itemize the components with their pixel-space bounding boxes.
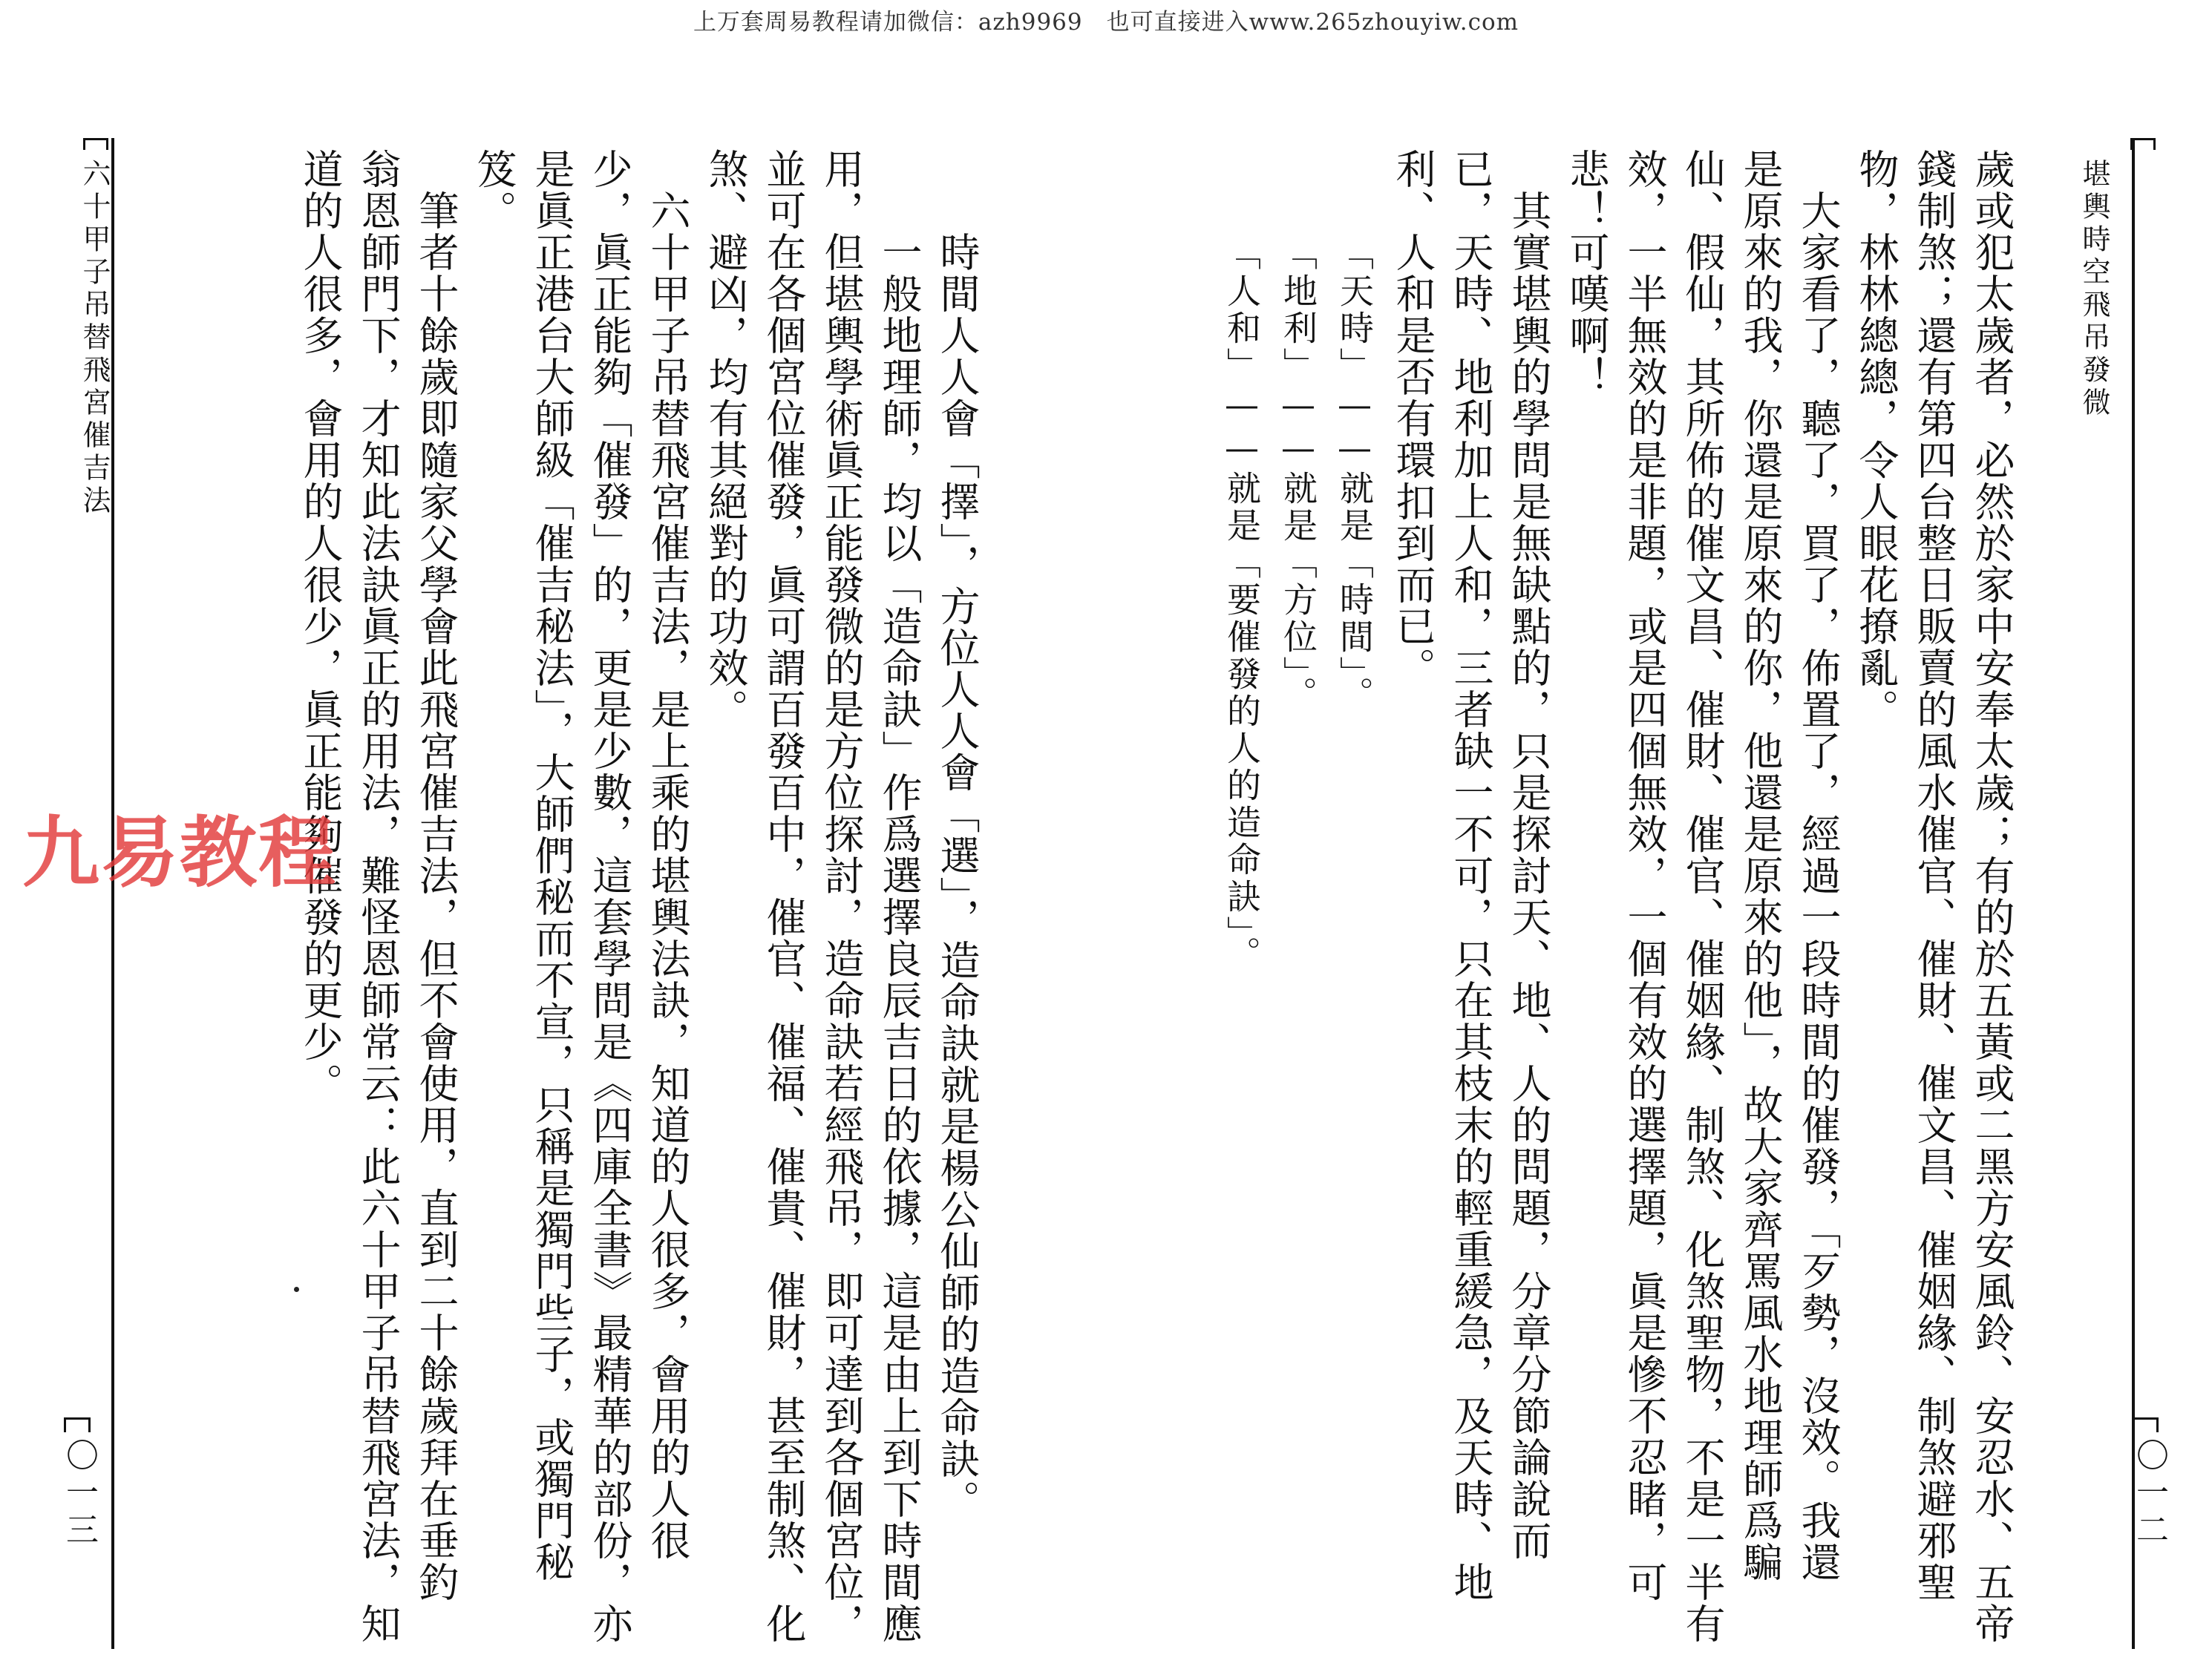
quote-line-1: 「天時」——就是「時間」。 [1335,236,1375,713]
text-column-6: 六十甲子吊替飛宮催吉法，是上乘的堪輿法訣，知道的人很多，會用的人很 [644,148,691,1561]
text-column-5: 煞、避凶，均有其絕對的功效。 [702,148,749,730]
page-number-cap [64,1417,91,1432]
running-title: 六十甲子吊替飛宮催吉法 [78,159,111,518]
text-column-3: 物，林林總總，令人眼花撩亂。 [1853,148,1899,730]
text-column-8: 悲！可嘆啊！ [1563,148,1610,398]
text-column-2: 一般地理師，均以「造命訣」作爲選擇良辰吉日的依據，這是由上到下時間應 [876,232,923,1645]
watermark-logo: 九易教程 [22,807,338,898]
text-column-11: 利、人和是否有環扣到而已。 [1390,148,1436,689]
quote-line-3: 「人和」——就是「要催發的人的造命訣」。 [1222,236,1262,973]
text-column-7: 少，眞正能夠「催發」的，更是少數，這套學問是《四庫全書》最精華的部份，亦 [586,148,633,1645]
page-number: 〇一二 [2130,1438,2168,1550]
text-column-4: 大家看了，聽了，買了，佈置了，經過一段時間的催發，「歹勢，沒效。我還 [1795,148,1842,1583]
scan-speck [294,1287,299,1292]
text-column-8: 是眞正港台大師級「催吉秘法」，大師們秘而不宣，只稱是獨門些子，或獨門秘 [529,148,575,1583]
text-column-9: 笈。 [471,148,517,232]
text-column-9: 其實堪輿的學問是無缺點的，只是探討天、地、人的問題，分章分節論說而 [1505,148,1552,1561]
text-column-10: 筆者十餘歲即隨家父學會此飛宮催吉法，但不會使用，直到二十餘歲拜在垂釣 [413,148,459,1603]
text-column-5: 是原來的我，你還是原來的你，他還是原來的他」，故大家齊罵風水地理師爲騙 [1737,148,1784,1583]
text-column-3: 用，但堪輿學術眞正能發微的是方位探討，造命訣若經飛吊，即可達到各個宮位， [818,148,865,1645]
text-column-4: 並可在各個宮位催發，眞可謂百發百中，催官、催福、催貴、催財，甚至制煞、化 [760,148,807,1645]
text-column-7: 效，一半無效的是非題，或是四個無效，一個有效的選擇題，眞是慘不忍睹，可 [1621,148,1668,1603]
text-column-1: 歲或犯太歲者，必然於家中安奉太歲；有的於五黃或二黑方安風鈴、安忍水、五帝 [1969,148,2015,1645]
text-column-6: 仙、假仙，其所佈的催文昌、催財、催官、催姻緣、制煞、化煞聖物，不是一半有 [1679,148,1726,1645]
banner-text: 上万套周易教程请加微信：azh9969 也可直接进入www.265zhouyiw.com [693,9,1519,36]
text-column-12: 道的人很多，會用的人很少，眞正能夠催發的更少。 [297,148,344,1104]
running-title-cap [83,138,108,150]
text-column-10: 已，天時、地利加上人和，三者缺一不可，只在其枝末的輕重緩急，及天時、地 [1447,148,1494,1603]
text-column-2: 錢制煞；還有第四台整日販賣的風水催官、催財、催文昌、催姻緣、制煞避邪聖 [1911,148,1957,1603]
page-number-cap [2132,1417,2159,1432]
right-page [1106,0,2212,1669]
page-number: 〇一三 [60,1438,98,1550]
running-title: 堪輿時空飛吊發微 [2078,159,2110,420]
text-column-1: 時間人人會「擇」，方位人人會「選」，造命訣就是楊公仙師的造命訣。 [934,232,981,1521]
text-column-11: 翁恩師門下，才知此法訣眞正的用法，難怪恩師常云：此六十甲子吊替飛宮法，知 [355,148,402,1645]
quote-line-2: 「地利」——就是「方位」。 [1278,236,1318,713]
